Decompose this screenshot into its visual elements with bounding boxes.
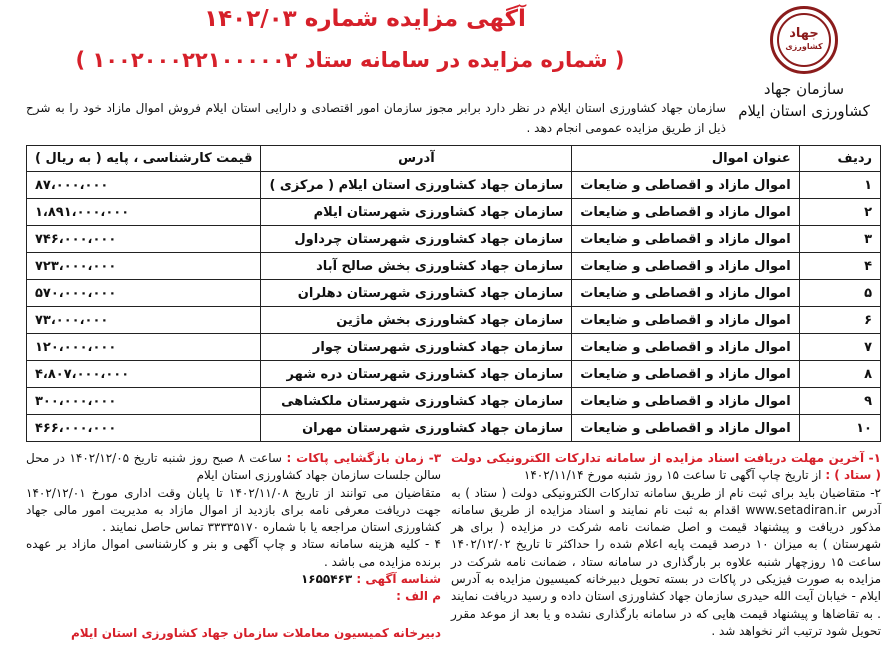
- row-title: اموال مازاد و اقصاطی و ضایعات: [572, 334, 799, 361]
- header-price: قیمت کارشناسی ، پایه ( به ریال ): [27, 146, 261, 172]
- row-address: سازمان جهاد کشاورزی شهرستان دهلران: [261, 280, 572, 307]
- row-price: ۴۶۶،۰۰۰،۰۰۰: [27, 415, 261, 442]
- table-row: [27, 172, 881, 199]
- signature: دبیرخانه کمیسیون معاملات سازمان جهاد کشاورزی استان ایلام: [71, 626, 441, 640]
- row-address: سازمان جهاد کشاورزی شهرستان مهران: [261, 415, 572, 442]
- row-index: ۵: [799, 280, 880, 307]
- row-index: ۲: [799, 199, 880, 226]
- note-4: ۴ - کلیه هزینه سامانه ستاد و چاپ آگهی و بنر و کارشناسی اموال مازاد بر عهده برنده مزایده می باشد .: [26, 537, 441, 569]
- note-1-text: از تاریخ چاپ آگهی تا ساعت ۱۵ روز شنبه مورخ ۱۴۰۲/۱۱/۱۴: [523, 468, 822, 483]
- header-index: ردیف: [799, 146, 880, 172]
- table-row: [27, 280, 881, 307]
- notice-id-label: شناسه آگهی :: [356, 572, 441, 587]
- mim-alef-label: م الف :: [396, 589, 441, 604]
- organization-logo: [770, 6, 838, 74]
- row-index: ۸: [799, 361, 880, 388]
- row-address: سازمان جهاد کشاورزی استان ایلام ( مرکزی ): [261, 172, 572, 199]
- row-price: ۱۲۰،۰۰۰،۰۰۰: [27, 334, 261, 361]
- row-index: ۱۰: [799, 415, 880, 442]
- notice-title: آگهی مزایده شماره ۱۴۰۲/۰۳: [204, 6, 526, 32]
- row-price: ۷۳،۰۰۰،۰۰۰: [27, 307, 261, 334]
- notice-id: [26, 571, 441, 588]
- notice-subtitle: ( شماره مزایده در سامانه ستاد ۱۰۰۲۰۰۰۲۲۱۰۰۰۰۰۲ ): [75, 48, 625, 72]
- row-title: اموال مازاد و اقصاطی و ضایعات: [572, 226, 799, 253]
- row-address: سازمان جهاد کشاورزی شهرستان چوار: [261, 334, 572, 361]
- row-title: اموال مازاد و اقصاطی و ضایعات: [572, 199, 799, 226]
- table-row: [27, 388, 881, 415]
- row-price: ۴،۸۰۷،۰۰۰،۰۰۰: [27, 361, 261, 388]
- note-2-text: ۲- متقاضیان باید برای ثبت نام از طریق سامانه تدارکات الکترونیکی دولت ( ستاد ) به آدرس: [451, 485, 881, 517]
- row-address: سازمان جهاد کشاورزی شهرستان ایلام: [261, 199, 572, 226]
- note-3: [26, 450, 441, 485]
- note-3-visit: متقاضیان می توانند از تاریخ ۱۴۰۲/۱۱/۰۸ تا پایان وقت اداری مورخ ۱۴۰۲/۱۲/۰۱ جهت دریافت معرفی نامه برای بازدید از اموال مازاد به مدیریت امور مالی جهاد کشاورزی استان مراجعه یا با شماره ۳۳۳۳۵۱۷۰ تماس حاصل نمایند .: [26, 485, 441, 535]
- row-address: سازمان جهاد کشاورزی بخش ماژین: [261, 307, 572, 334]
- row-index: ۳: [799, 226, 880, 253]
- row-index: ۱: [799, 172, 880, 199]
- table-row: [27, 415, 881, 442]
- setad-url-link[interactable]: www.setadiran.ir: [745, 502, 847, 517]
- notice-id-value: ۱۶۵۵۴۶۳: [300, 572, 353, 587]
- row-title: اموال مازاد و اقصاطی و ضایعات: [572, 172, 799, 199]
- table-header-row: [27, 146, 881, 172]
- organization-block: [734, 4, 874, 136]
- intro-paragraph: سازمان جهاد کشاورزی استان ایلام در نظر دارد برابر مجوز سازمان امور اقتصادی و دارایی استان ایلام فروش اموال مازاد خود را به شرح ذیل از طریق مزایده عمومی انجام دهد .: [26, 101, 726, 135]
- notes-left-column: [26, 450, 441, 606]
- row-price: ۱،۸۹۱،۰۰۰،۰۰۰: [27, 199, 261, 226]
- note-3-text: ساعت ۸ صبح روز شنبه تاریخ ۱۴۰۲/۱۲/۰۵ در محل سالن جلسات سازمان جهاد کشاورزی استان ایلام: [26, 451, 441, 483]
- row-address: سازمان جهاد کشاورزی بخش صالح آباد: [261, 253, 572, 280]
- header-address: آدرس: [261, 146, 572, 172]
- row-title: اموال مازاد و اقصاطی و ضایعات: [572, 361, 799, 388]
- row-index: ۶: [799, 307, 880, 334]
- auction-items-table: [26, 145, 881, 442]
- row-title: اموال مازاد و اقصاطی و ضایعات: [572, 388, 799, 415]
- row-address: سازمان جهاد کشاورزی شهرستان دره شهر: [261, 361, 572, 388]
- row-price: ۸۷،۰۰۰،۰۰۰: [27, 172, 261, 199]
- row-index: ۷: [799, 334, 880, 361]
- table-row: [27, 253, 881, 280]
- row-title: اموال مازاد و اقصاطی و ضایعات: [572, 253, 799, 280]
- table-row: [27, 226, 881, 253]
- organization-name-line1: سازمان جهاد: [763, 80, 845, 98]
- row-index: ۴: [799, 253, 880, 280]
- table-row: [27, 334, 881, 361]
- row-price: ۷۴۶،۰۰۰،۰۰۰: [27, 226, 261, 253]
- row-address: سازمان جهاد کشاورزی شهرستان ملکشاهی: [261, 388, 572, 415]
- logo-text-top: جهاد: [789, 26, 819, 41]
- note-3-heading: ۳- زمان بازگشایی پاکات :: [286, 451, 442, 465]
- row-price: ۷۲۳،۰۰۰،۰۰۰: [27, 253, 261, 280]
- note-2-text-b: اقدام به ثبت نام نمایند و اسناد مزایده از طریق سامانه مذکور دریافت و پیشنهاد قیمت و اصل ضمانت نامه شرکت در مزایده ( برای هر شهرستان ) به میزان ۱۰ درصد قیمت پایه اعلام شده را حداکثر تا تاریخ ۱۴۰۲/۱۲/۰۲ ساعت ۱۵ روزچهار شنبه علاوه بر بارگذاری در سامانه ستاد ، ضمانت نامه شرکت در مزایده به صورت فیزیکی در پاکات در بسته تحویل دبیرخانه کمیسیون مزایده به آدرس ایلام - خیابان آیت الله حیدری سازمان جهاد کشاورزی استان داده و رسید دریافت نمایند . به تقاضاها و پیشنهاد قیمت هایی که در سامانه بارگذاری نشده و یا بعد از موعد مقرر تحویل شود ترتیب اثر نخواهد شد .: [451, 502, 881, 638]
- header-title: عنوان اموال: [572, 146, 799, 172]
- row-title: اموال مازاد و اقصاطی و ضایعات: [572, 280, 799, 307]
- note-1-heading: ۱- آخرین مهلت دریافت اسناد مزایده از سامانه تدارکات الکترونیکی دولت ( ستاد ) :: [451, 451, 881, 483]
- row-index: ۹: [799, 388, 880, 415]
- logo-text-bottom: کشاورزی: [785, 42, 823, 51]
- row-price: ۳۰۰،۰۰۰،۰۰۰: [27, 388, 261, 415]
- row-price: ۵۷۰،۰۰۰،۰۰۰: [27, 280, 261, 307]
- note-2: [451, 485, 881, 641]
- notes-right-column: [451, 450, 881, 640]
- row-address: سازمان جهاد کشاورزی شهرستان چرداول: [261, 226, 572, 253]
- row-title: اموال مازاد و اقصاطی و ضایعات: [572, 307, 799, 334]
- table-row: [27, 361, 881, 388]
- table-row: [27, 307, 881, 334]
- row-title: اموال مازاد و اقصاطی و ضایعات: [572, 415, 799, 442]
- organization-name-line2: کشاورزی استان ایلام: [738, 102, 870, 120]
- note-1: [451, 450, 881, 485]
- table-row: [27, 199, 881, 226]
